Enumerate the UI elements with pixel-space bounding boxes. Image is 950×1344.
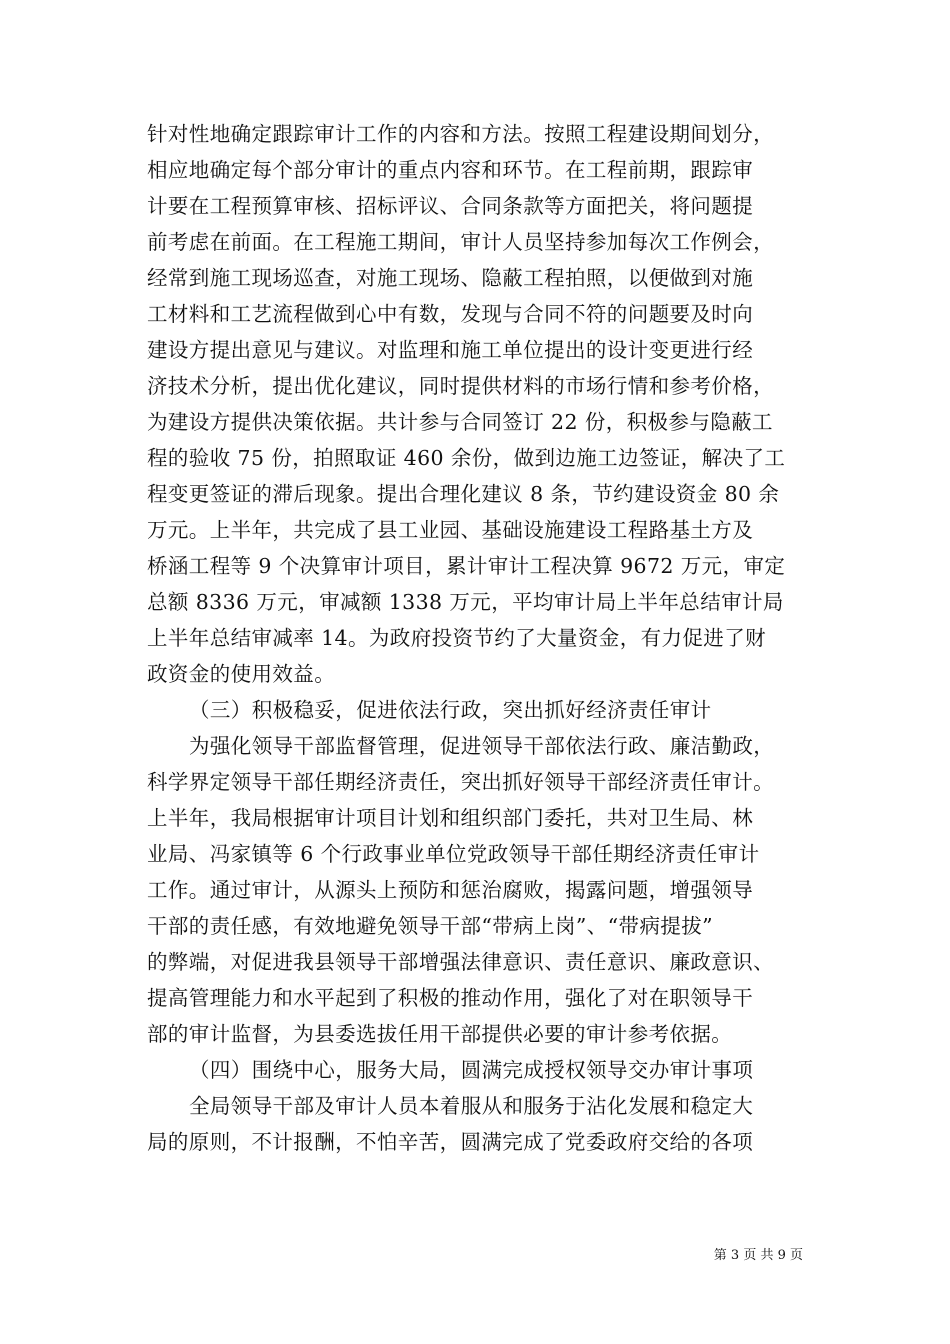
text-line: 工材料和工艺流程做到心中有数，发现与合同不符的问题要及时向 [147, 302, 754, 326]
text-line: 干部的责任感，有效地避免领导干部“带病上岗”、“带病提拔” [147, 914, 714, 938]
text-line: 部的审计监督，为县委选拔任用干部提供必要的审计参考依据。 [147, 1022, 733, 1046]
text-line: 政资金的使用效益。 [147, 662, 336, 686]
text-line: 局的原则，不计报酬，不怕辛苦，圆满完成了党委政府交给的各项 [147, 1130, 754, 1154]
text-line: 工作。通过审计，从源头上预防和惩治腐败，揭露问题，增强领导 [147, 878, 754, 902]
text-line: 总额 8336 万元，审减额 1338 万元，平均审计局上半年总结审计局 [147, 590, 784, 614]
text-line: 全局领导干部及审计人员本着服从和服务于沾化发展和稳定大 [189, 1094, 754, 1118]
text-line: 科学界定领导干部任期经济责任，突出抓好领导干部经济责任审计。 [147, 770, 774, 794]
text-line: 上半年总结审减率 14。为政府投资节约了大量资金，有力促进了财 [147, 626, 766, 650]
text-line: 为建设方提供决策依据。共计参与合同签订 22 份，积极参与隐蔽工 [147, 410, 773, 434]
text-line: 程的验收 75 份，拍照取证 460 余份，做到边施工边签证，解决了工 [147, 446, 786, 470]
text-line: 万元。上半年，共完成了县工业园、基础设施建设工程路基土方及 [147, 518, 754, 542]
text-line: 建设方提出意见与建议。对监理和施工单位提出的设计变更进行经 [147, 338, 754, 362]
page-number: 第 3 页 共 9 页 [713, 1248, 803, 1263]
section-heading: （三）积极稳妥，促进依法行政，突出抓好经济责任审计 [189, 698, 712, 722]
text-line: 计要在工程预算审核、招标评议、合同条款等方面把关，将问题提 [147, 194, 754, 218]
text-line: 业局、冯家镇等 6 个行政事业单位党政领导干部任期经济责任审计 [147, 842, 760, 866]
text-line: 为强化领导干部监督管理，促进领导干部依法行政、廉洁勤政， [189, 734, 775, 758]
text-line: 提高管理能力和水平起到了积极的推动作用，强化了对在职领导干 [147, 986, 754, 1010]
text-line: 的弊端，对促进我县领导干部增强法律意识、责任意识、廉政意识、 [147, 950, 774, 974]
text-line: 桥涵工程等 9 个决算审计项目，累计审计工程决算 9672 万元，审定 [147, 554, 786, 578]
text-line: 经常到施工现场巡查，对施工现场、隐蔽工程拍照，以便做到对施 [147, 266, 754, 290]
text-line: 针对性地确定跟踪审计工作的内容和方法。按照工程建设期间划分， [147, 122, 774, 146]
text-line: 上半年，我局根据审计项目计划和组织部门委托，共对卫生局、林 [147, 806, 754, 830]
section-heading: （四）围绕中心，服务大局，圆满完成授权领导交办审计事项 [189, 1058, 754, 1082]
text-line: 程变更签证的滞后现象。提出合理化建议 8 条，节约建设资金 80 余 [147, 482, 780, 506]
text-line: 济技术分析，提出优化建议，同时提供材料的市场行情和参考价格， [147, 374, 774, 398]
text-line: 相应地确定每个部分审计的重点内容和环节。在工程前期，跟踪审 [147, 158, 754, 182]
text-line: 前考虑在前面。在工程施工期间，审计人员坚持参加每次工作例会， [147, 230, 774, 254]
